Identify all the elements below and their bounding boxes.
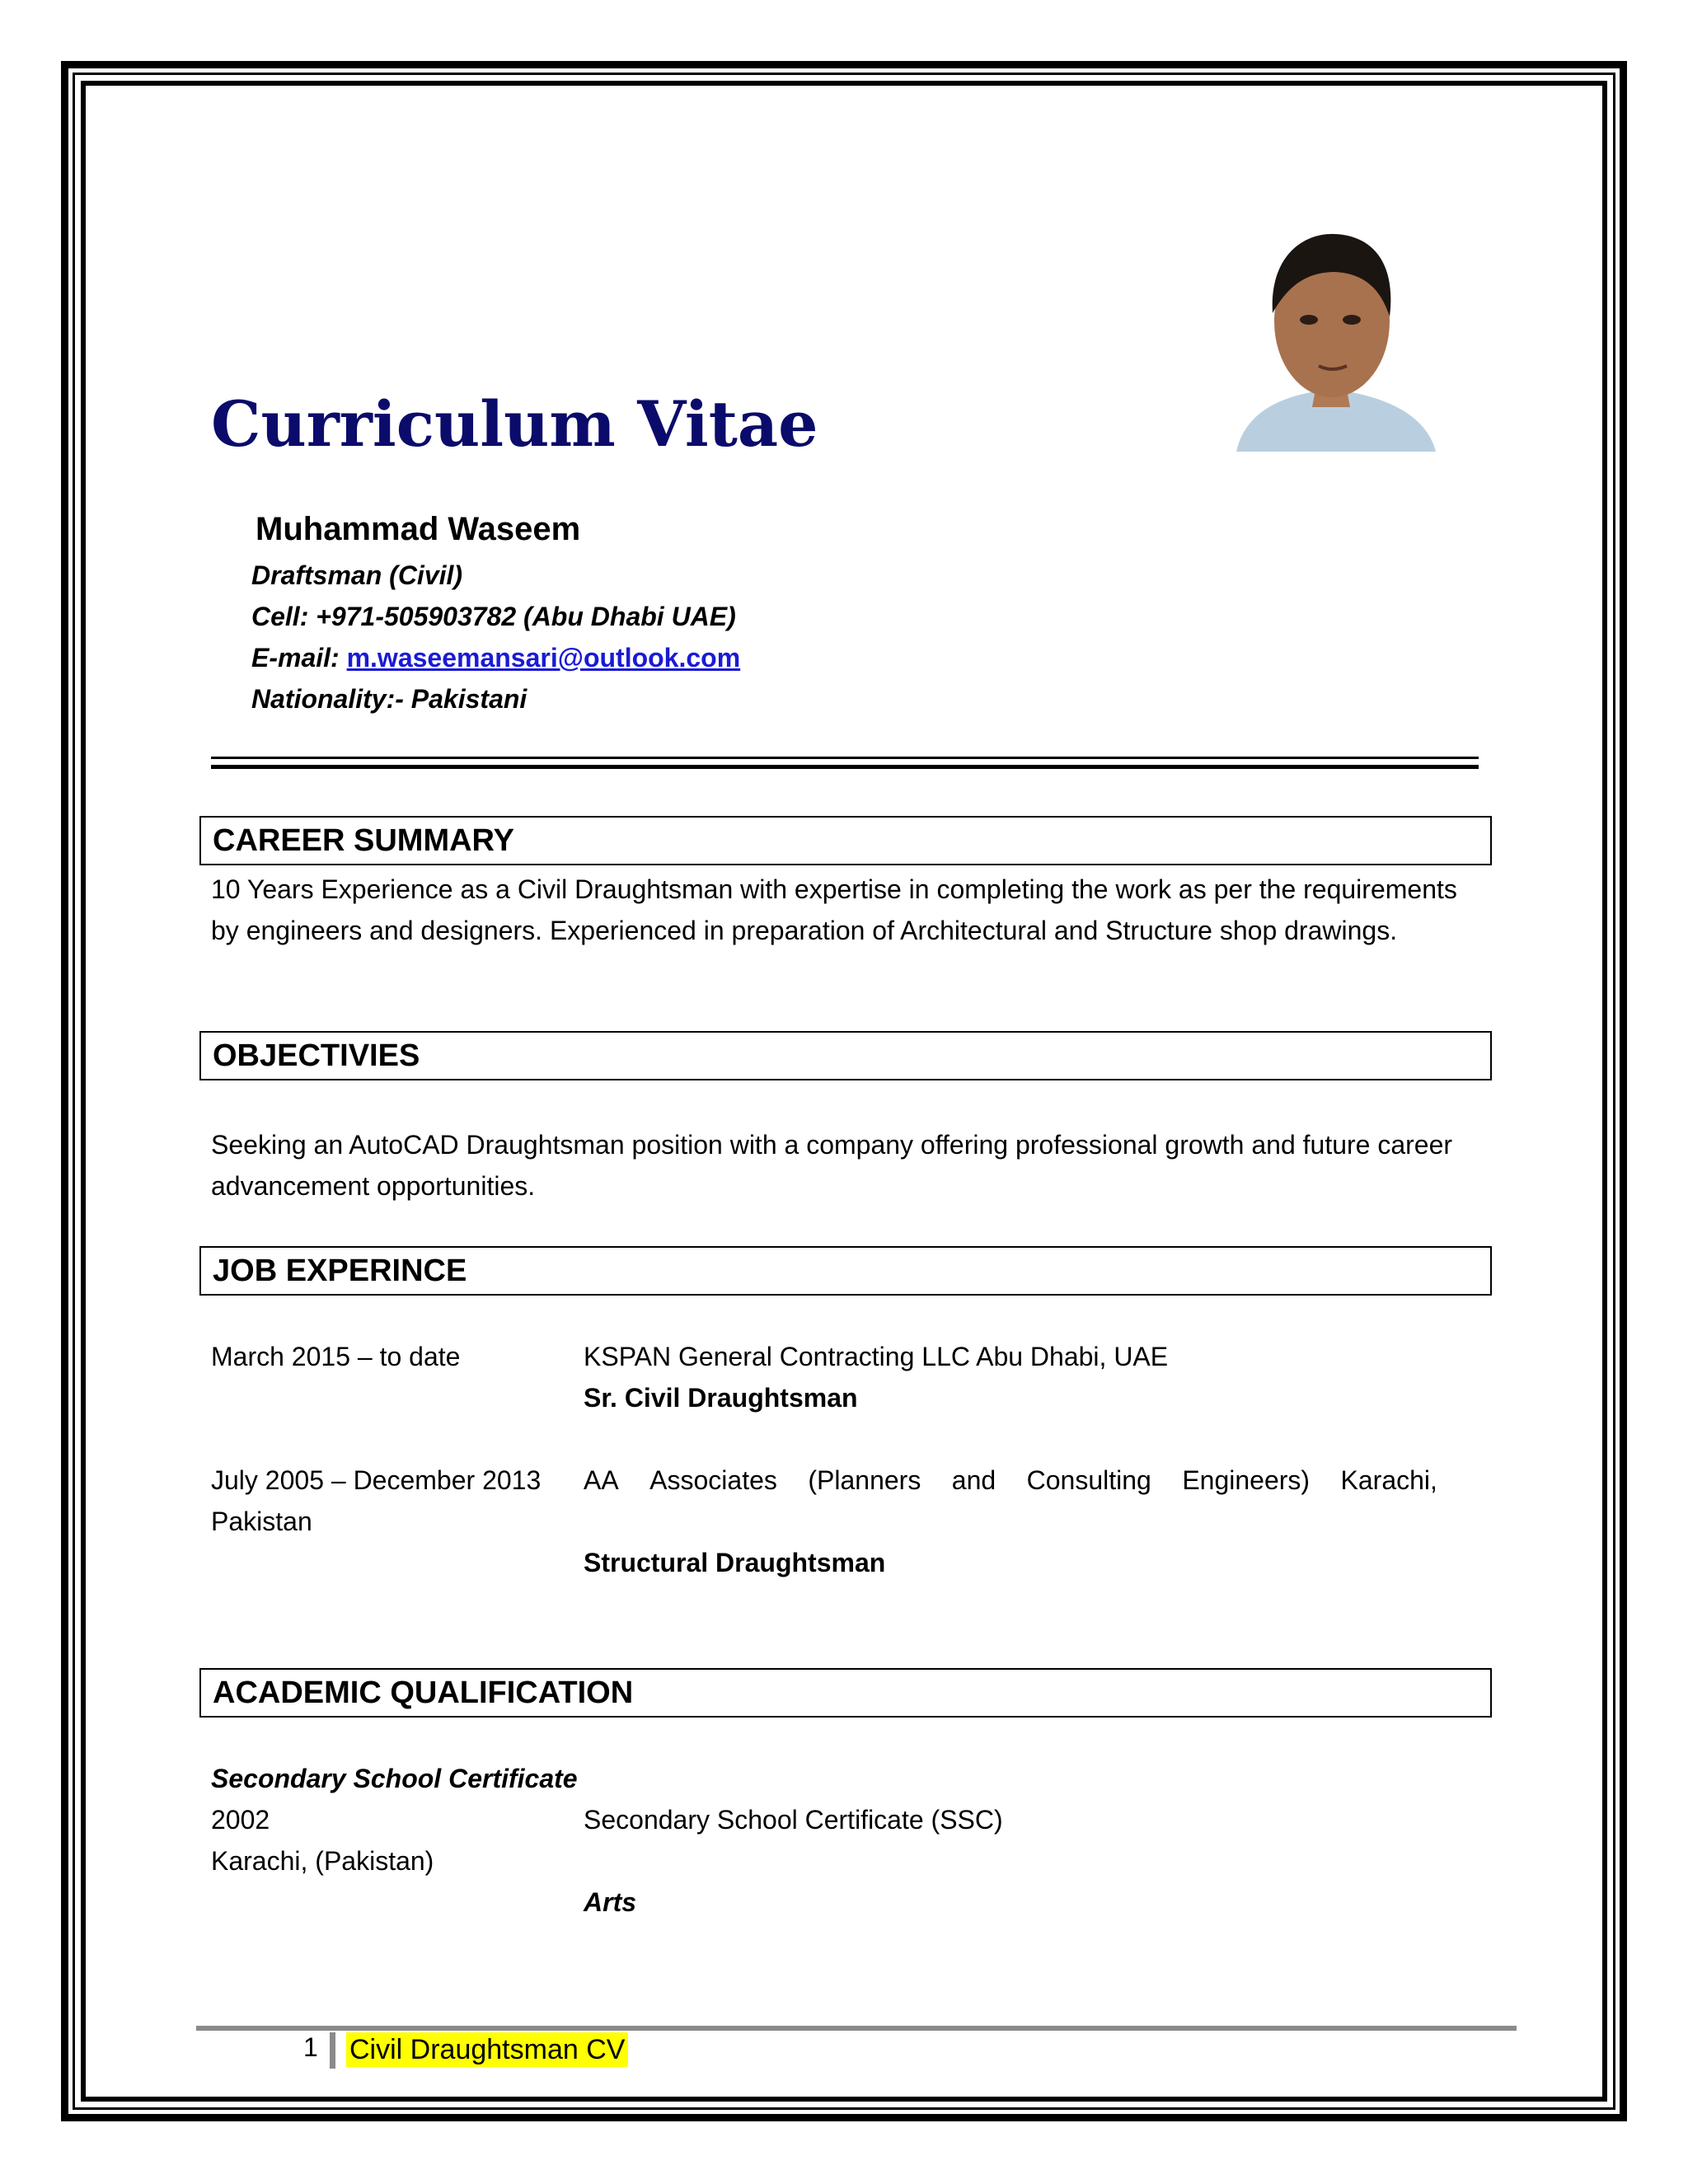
header-divider-thick bbox=[211, 765, 1479, 769]
footer-label: Civil Draughtsman CV bbox=[346, 2032, 628, 2067]
job-2-period: July 2005 – December 2013 bbox=[211, 1465, 542, 1495]
objectives-text: Seeking an AutoCAD Draughtsman position with a company offering professional growth and future career advancement opportunities. bbox=[211, 1130, 1453, 1201]
academic-year: 2002 bbox=[211, 1805, 270, 1835]
job-1-period: March 2015 – to date bbox=[211, 1342, 461, 1371]
designation: Draftsman (Civil) bbox=[251, 560, 463, 590]
nationality: Nationality:- Pakistani bbox=[251, 684, 528, 714]
profile-photo bbox=[1220, 216, 1441, 452]
job-2-company-word: (Planners bbox=[808, 1465, 921, 1495]
job-2-company-word: AA bbox=[584, 1465, 619, 1495]
career-summary-text: 10 Years Experience as a Civil Draughtsman with expertise in completing the work as per the requirements by engineers and designers. Experienced in preparation of Architectural and Structure shop drawings. bbox=[211, 874, 1457, 945]
footer-separator bbox=[330, 2032, 335, 2069]
academic-subheading: Secondary School Certificate bbox=[211, 1764, 578, 1793]
job-1-company: KSPAN General Contracting LLC Abu Dhabi, UAE bbox=[584, 1342, 1169, 1371]
email-label: E-mail: bbox=[251, 643, 347, 673]
section-heading-objectives: OBJECTIVIES bbox=[199, 1031, 1492, 1080]
job-2-company-word: Engineers) bbox=[1182, 1465, 1311, 1495]
candidate-name: Muhammad Waseem bbox=[256, 511, 581, 547]
job-2-company-continued: Pakistan bbox=[211, 1507, 312, 1536]
section-heading-job-experience: JOB EXPERINCE bbox=[199, 1246, 1492, 1296]
section-heading-career-summary: CAREER SUMMARY bbox=[199, 816, 1492, 865]
academic-certificate: Secondary School Certificate (SSC) bbox=[584, 1805, 1003, 1835]
document-title: Curriculum Vitae bbox=[211, 387, 818, 461]
job-2-role: Structural Draughtsman bbox=[584, 1548, 886, 1577]
academic-location: Karachi, (Pakistan) bbox=[211, 1846, 434, 1876]
cell-number: Cell: +971-505903782 (Abu Dhabi UAE) bbox=[251, 602, 736, 631]
job-2-company-word: Associates bbox=[649, 1465, 777, 1495]
page-number: 1 bbox=[303, 2032, 318, 2062]
job-2-company bbox=[584, 1465, 1437, 1496]
job-2-company-word: Karachi, bbox=[1340, 1465, 1437, 1495]
job-2-company-word: Consulting bbox=[1026, 1465, 1151, 1495]
job-2-line bbox=[211, 1465, 1437, 1496]
footer-rule bbox=[196, 2026, 1517, 2031]
section-heading-academic: ACADEMIC QUALIFICATION bbox=[199, 1668, 1492, 1718]
email-link[interactable]: m.waseemansari@outlook.com bbox=[346, 643, 741, 673]
header-divider-thin bbox=[211, 757, 1479, 759]
job-1-role: Sr. Civil Draughtsman bbox=[584, 1383, 858, 1413]
job-2-company-word: and bbox=[951, 1465, 996, 1495]
academic-group: Arts bbox=[584, 1887, 637, 1917]
email-line bbox=[251, 643, 740, 673]
